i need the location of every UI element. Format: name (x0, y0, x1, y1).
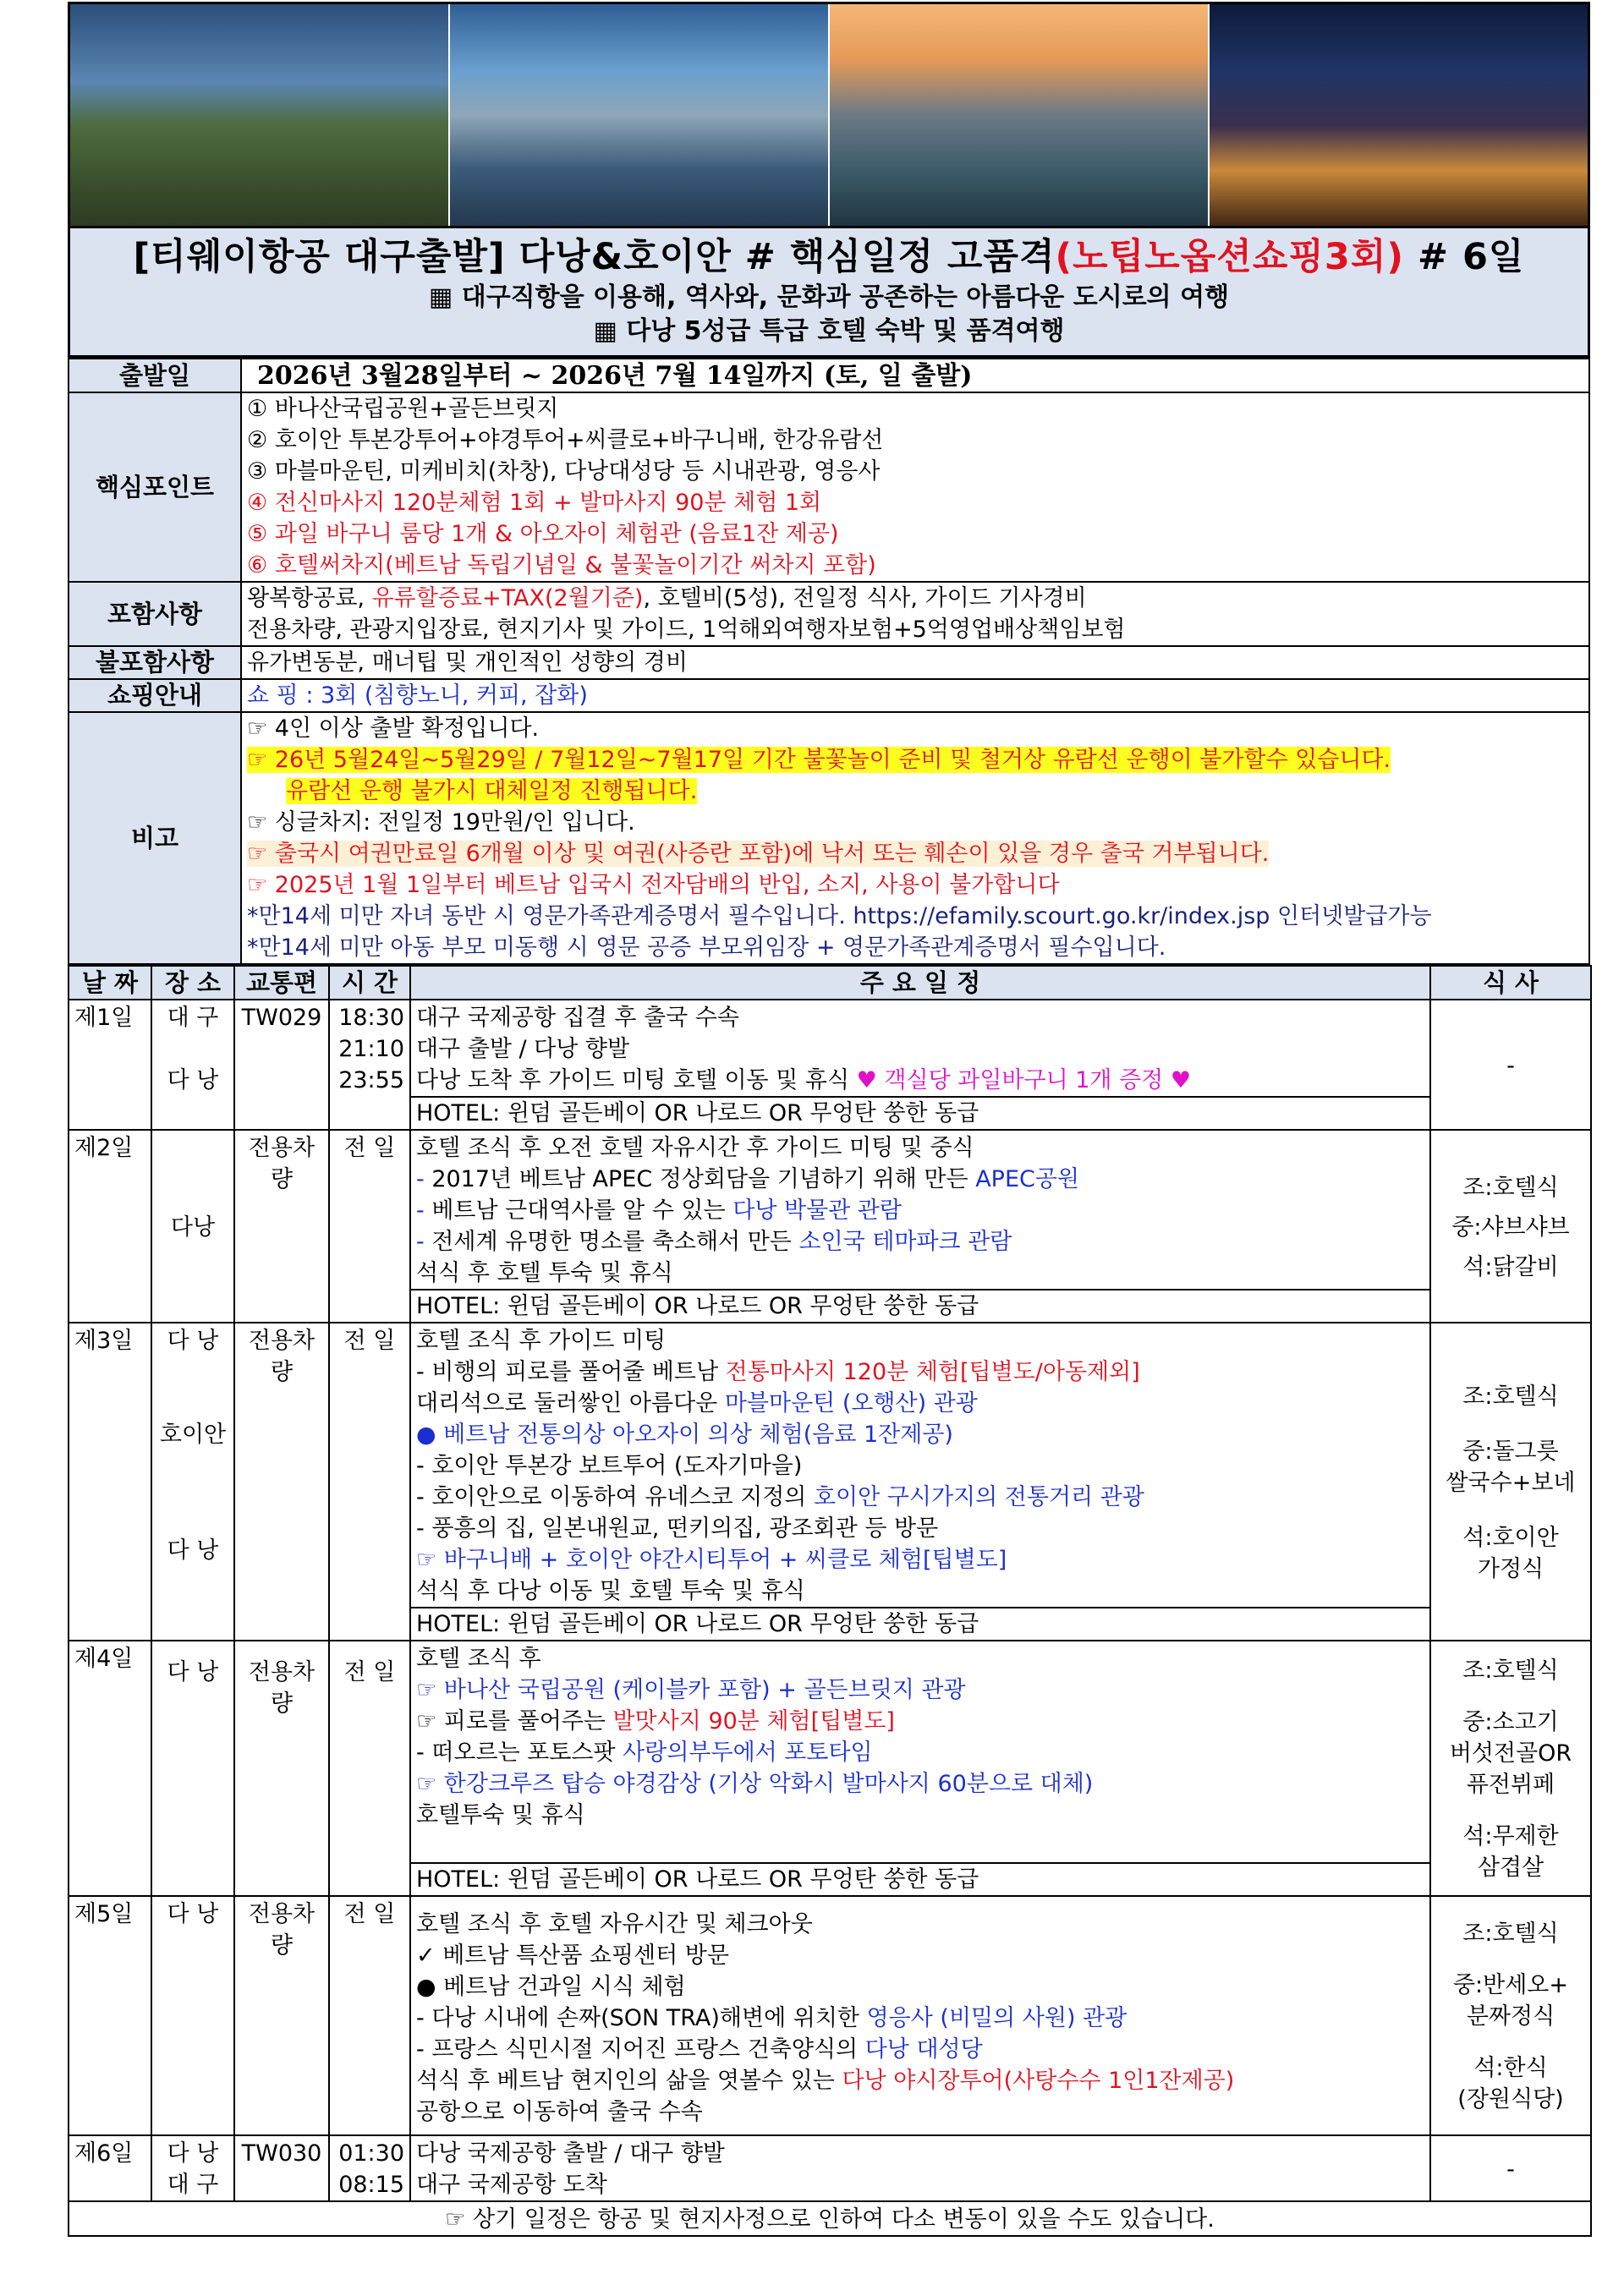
day-label: 제5일 (69, 1896, 151, 2135)
itinerary-sheet (68, 2, 1590, 2237)
note-item: ☞ 출국시 여권만료일 6개월 이상 및 여권(사증란 포함)에 낙서 또는 훼손이 있을 경우 출국 거부됩니다. (247, 841, 1270, 867)
highlight-item: ② 호이안 투본강투어+야경투어+씨클로+바구니배, 한강유람선 (247, 427, 884, 453)
time: 전 일 (329, 1896, 410, 2135)
highlight-item: ⑤ 과일 바구니 룸당 1개 & 아오자이 체험관 (음료1잔 제공) (247, 521, 839, 547)
banner-photos (68, 2, 1590, 226)
col-transport: 교통편 (234, 966, 329, 1000)
tour-title: [티웨이항공 대구출발] 다낭&호이안 # 핵심일정 고품격(노팁노옵션쇼핑3회) # 6일 (133, 236, 1525, 278)
included-value: 왕복항공료, 유류할증료+TAX(2월기준), 호텔비(5성), 전일정 식사, 가이드 기사경비 전용차량, 관광지입장료, 현지기사 및 가이드, 1억해외여행자보험+5억영업배상책임보험 (241, 582, 1589, 646)
day-row: 제6일 다 낭 대 구 TW030 01:30 08:15 다낭 국제공항 출발 / 대구 향발 대구 국제공항 도착 - (69, 2135, 1591, 2201)
note-item: ☞ 싱글차지: 전일정 19만원/인 입니다. (247, 809, 635, 836)
transport: TW029 (234, 1000, 329, 1130)
place: 다 낭 (151, 1896, 234, 2135)
day-row (69, 1641, 1591, 1896)
day-row (69, 1130, 1591, 1323)
footer-note: ☞ 상기 일정은 항공 및 현지사정으로 인하여 다소 변동이 있을 수도 있습니다. (69, 2201, 1591, 2236)
subtitle-1: ▦ 대구직항을 이용해, 역사와, 문화과 공존하는 아름다운 도시로의 여행 (428, 282, 1230, 312)
day-label: 제6일 (69, 2135, 151, 2201)
schedule-cell: 대구 국제공항 집결 후 출국 수속 대구 출발 / 다낭 향발 다낭 도착 후 가이드 미팅 호텔 이동 및 휴식 ♥ 객실당 과일바구니 1개 증정 ♥ HOTEL: 윈덤 골든베이 OR 나로드 OR 무엉탄 쑹한 동급 (410, 1000, 1430, 1130)
schedule-cell: 호텔 조식 후 가이드 미팅 - 비행의 피로를 풀어줄 베트남 전통마사지 120분 체험[팁별도/아동제외] 대리석으로 둘러쌓인 아름다운 마블마운틴 (오행산) 관광 ● 베트남 전통의상 아오자이 의상 체험(음료 1잔제공) - 호이안 투본강 보트투어 (도자기마을) - 호이안으로 이동하여 유네스코 지정의 호이안 구시가지의 전통거리 관광 - 풍흥의 집, 일본내원교, 떤키의집, 광조회관 등 방문 ☞ 바구니배 + 호이안 야간시티투어 + 씨클로 체험[팁별도] 석식 후 다낭 이동 및 호텔 투숙 및 휴식 HOTEL: 윈덤 골든베이 OR 나로드 OR 무엉탄 쑹한 동급 (410, 1323, 1430, 1641)
note-item: ☞ 2025년 1월 1일부터 베트남 입국시 전자담배의 반입, 소지, 사용이 불가합니다 (247, 872, 1060, 898)
shopping-value: 쇼 핑 : 3회 (침향노니, 커피, 잡화) (241, 679, 1589, 712)
meal-cell: - (1430, 2135, 1591, 2201)
highlight-item: ⑥ 호텔써차지(베트남 독립기념일 & 불꽃놀이기간 써차지 포함) (247, 552, 876, 578)
note-item: ☞ 26년 5월24일~5월29일 / 7월12일~7월17일 기간 불꽃놀이 준비 및 철거상 유람선 운행이 불가할수 있습니다. (247, 747, 1391, 773)
day-label: 제4일 (69, 1641, 151, 1896)
schedule-cell: 호텔 조식 후 오전 호텔 자유시간 후 가이드 미팅 및 중식 - 2017년 베트남 APEC 정상회담을 기념하기 위해 만든 APEC공원 - 베트남 근대역사를 알 수 있는 다낭 박물관 관람 - 전세계 유명한 명소를 축소해서 만든 소인국 테마파크 관람 석식 후 호텔 투숙 및 휴식 HOTEL: 윈덤 골든베이 OR 나로드 OR 무엉탄 쑹한 동급 (410, 1130, 1430, 1323)
day-label: 제1일 (69, 1000, 151, 1130)
highlight-item: ① 바나산국립공원+골든브릿지 (247, 396, 559, 422)
col-date: 날 짜 (69, 966, 151, 1000)
highlight-item: ③ 마블마운틴, 미케비치(차창), 다낭대성당 등 시내관광, 영응사 (247, 458, 881, 485)
transport: 전용차량 (234, 1641, 329, 1896)
notes-label: 비고 (69, 712, 241, 964)
tour-header (68, 226, 1590, 358)
transport: 전용차량 (234, 1323, 329, 1641)
day-label: 제3일 (69, 1323, 151, 1641)
danang-city-photo (450, 4, 830, 226)
efamily-link[interactable]: https://efamily.scourt.go.kr/index.jsp (853, 903, 1270, 929)
day-row: 제1일 대 구 다 낭 TW029 18:30 21:10 23:55 대구 국제공항 집결 후 출국 수속 대구 출발 / 다낭 향발 다낭 도착 후 가이드 미팅 호텔 이동 및 휴식 ♥ 객실당 과일바구니 1개 증정 ♥ HOTEL: 윈덤 골든베이 OR 나로드 OR 무엉탄 쑹한 동급 - (69, 1000, 1591, 1130)
meal-cell: 조:호텔식 중:돌그릇 쌀국수+보네 석:호이안 가정식 (1430, 1323, 1591, 1641)
note-item: 유람선 운행 불가시 대체일정 진행됩니다. (286, 778, 698, 804)
col-time: 시 간 (329, 966, 410, 1000)
note-item: ☞ 4인 이상 출발 확정입니다. (247, 715, 540, 742)
meal-cell: - (1430, 1000, 1591, 1130)
golden-bridge-photo (70, 4, 450, 226)
time: 전 일 (329, 1641, 410, 1896)
danang-night-photo (1210, 4, 1588, 226)
meal-cell: 조:호텔식 중:소고기 버섯전골OR 퓨전뷔페 석:무제한 삼겹살 (1430, 1641, 1591, 1896)
shopping-label: 쇼핑안내 (69, 679, 241, 712)
transport: TW030 (234, 2135, 329, 2201)
day-row (69, 1896, 1591, 2135)
schedule-cell: 다낭 국제공항 출발 / 대구 향발 대구 국제공항 도착 (410, 2135, 1430, 2201)
excluded-label: 불포함사항 (69, 646, 241, 679)
schedule-cell: 호텔 조식 후 ☞ 바나산 국립공원 (케이블카 포함) + 골든브릿지 관광 ☞ 피로를 풀어주는 발맛사지 90분 체험[팁별도] - 떠오르는 포토스팟 사랑의부두에서 포토타임 ☞ 한강크루즈 탑승 야경감상 (기상 악화시 발마사지 60분으로 대체) 호텔투숙 및 휴식 HOTEL: 윈덤 골든베이 OR 나로드 OR 무엉탄 쑹한 동급 (410, 1641, 1430, 1896)
hotel-info: HOTEL: 윈덤 골든베이 OR 나로드 OR 무엉탄 쑹한 동급 (411, 1096, 1429, 1129)
place: 다낭 (151, 1130, 234, 1323)
hotel-info: HOTEL: 윈덤 골든베이 OR 나로드 OR 무엉탄 쑹한 동급 (411, 1607, 1429, 1640)
subtitle-2: ▦ 다낭 5성급 특급 호텔 숙박 및 품격여행 (593, 316, 1065, 346)
highlights-list (241, 392, 1589, 582)
included-label: 포함사항 (69, 582, 241, 646)
place: 다 낭 (151, 1641, 234, 1896)
transport: 전용차량 (234, 1896, 329, 2135)
col-place: 장 소 (151, 966, 234, 1000)
notes-list: ☞ 4인 이상 출발 확정입니다. ☞ 26년 5월24일~5월29일 / 7월12일~7월17일 기간 불꽃놀이 준비 및 철거상 유람선 운행이 불가할수 있습니다. 유람선 운행 불가시 대체일정 진행됩니다. ☞ 싱글차지: 전일정 19만원/인 입니다. ☞ 출국시 여권만료일 6개월 이상 및 여권(사증란 포함)에 낙서 또는 훼손이 있을 경우 출국 거부됩니다. ☞ 2025년 1월 1일부터 베트남 입국시 전자담배의 반입, 소지, 사용이 불가합니다 *만14세 미만 자녀 동반 시 영문가족관계증명서 필수입니다. https://efamily.scourt.go.kr/index.jsp 인터넷발급가능 *만14세 미만 아동 부모 미동행 시 영문 공증 부모위임장 + 영문가족관계증명서 필수입니다. (241, 712, 1589, 964)
departure-value: 2026년 3월28일부터 ~ 2026년 7월 14일까지 (토, 일 출발) (241, 359, 1589, 392)
highlights-label: 핵심포인트 (69, 392, 241, 582)
note-item: *만14세 미만 아동 부모 미동행 시 영문 공증 부모위임장 + 영문가족관계증명서 필수입니다. (247, 934, 1166, 961)
time: 전 일 (329, 1130, 410, 1323)
hoian-river-photo (830, 4, 1210, 226)
meal-cell: 조:호텔식 중:반세오+ 분짜정식 석:한식 (장원식당) (1430, 1896, 1591, 2135)
departure-label: 출발일 (69, 359, 241, 392)
schedule-table (68, 965, 1592, 2237)
day-label: 제2일 (69, 1130, 151, 1323)
time: 전 일 (329, 1323, 410, 1641)
info-table (68, 358, 1590, 965)
hotel-info: HOTEL: 윈덤 골든베이 OR 나로드 OR 무엉탄 쑹한 동급 (411, 1862, 1429, 1895)
col-schedule: 주 요 일 정 (410, 966, 1430, 1000)
col-meal: 식 사 (1430, 966, 1591, 1000)
highlight-item: ④ 전신마사지 120분체험 1회 + 발마사지 90분 체험 1회 (247, 490, 822, 516)
transport: 전용차량 (234, 1130, 329, 1323)
day-row: 제3일 다 낭 호이안 다 낭 전용차량 전 일 호텔 조식 후 가이드 미팅 - 비행의 피로를 풀어줄 베트남 전통마사지 120분 체험[팁별도/아동제외] 대리석으로 둘러쌓인 아름다운 마블마운틴 (오행산) 관광 ● 베트남 전통의상 아오자이 의상 체험(음료 1잔제공) - 호이안 투본강 보트투어 (도자기마을) - 호이안으로 이동하여 유네스코 지정의 호이안 구시가지의 전통거리 관광 - 풍흥의 집, 일본내원교, 떤키의집, 광조회관 등 방문 ☞ 바구니배 + 호이안 야간시티투어 + 씨클로 체험[팁별도] 석식 후 다낭 이동 및 호텔 투숙 및 휴식 HOTEL: 윈덤 골든베이 OR 나로드 OR 무엉탄 쑹한 동급 조:호텔식 중:돌그릇 쌀국수+보네 석:호이안 가정식 (69, 1323, 1591, 1641)
excluded-value: 유가변동분, 매너팁 및 개인적인 성향의 경비 (241, 646, 1589, 679)
schedule-cell: 호텔 조식 후 호텔 자유시간 및 체크아웃 ✓ 베트남 특산품 쇼핑센터 방문 ● 베트남 건과일 시식 체험 - 다낭 시내에 손짜(SON TRA)해변에 위치한 영응사 (비밀의 사원) 관광 - 프랑스 식민시절 지어진 프랑스 건축양식의 다낭 대성당 석식 후 베트남 현지인의 삶을 엿볼수 있는 다낭 야시장투어(사탕수수 1인1잔제공) 공항으로 이동하여 출국 수속 (410, 1896, 1430, 2135)
meal-cell: 조:호텔식 중:샤브샤브 석:닭갈비 (1430, 1130, 1591, 1323)
hotel-info: HOTEL: 윈덤 골든베이 OR 나로드 OR 무엉탄 쑹한 동급 (411, 1289, 1429, 1322)
